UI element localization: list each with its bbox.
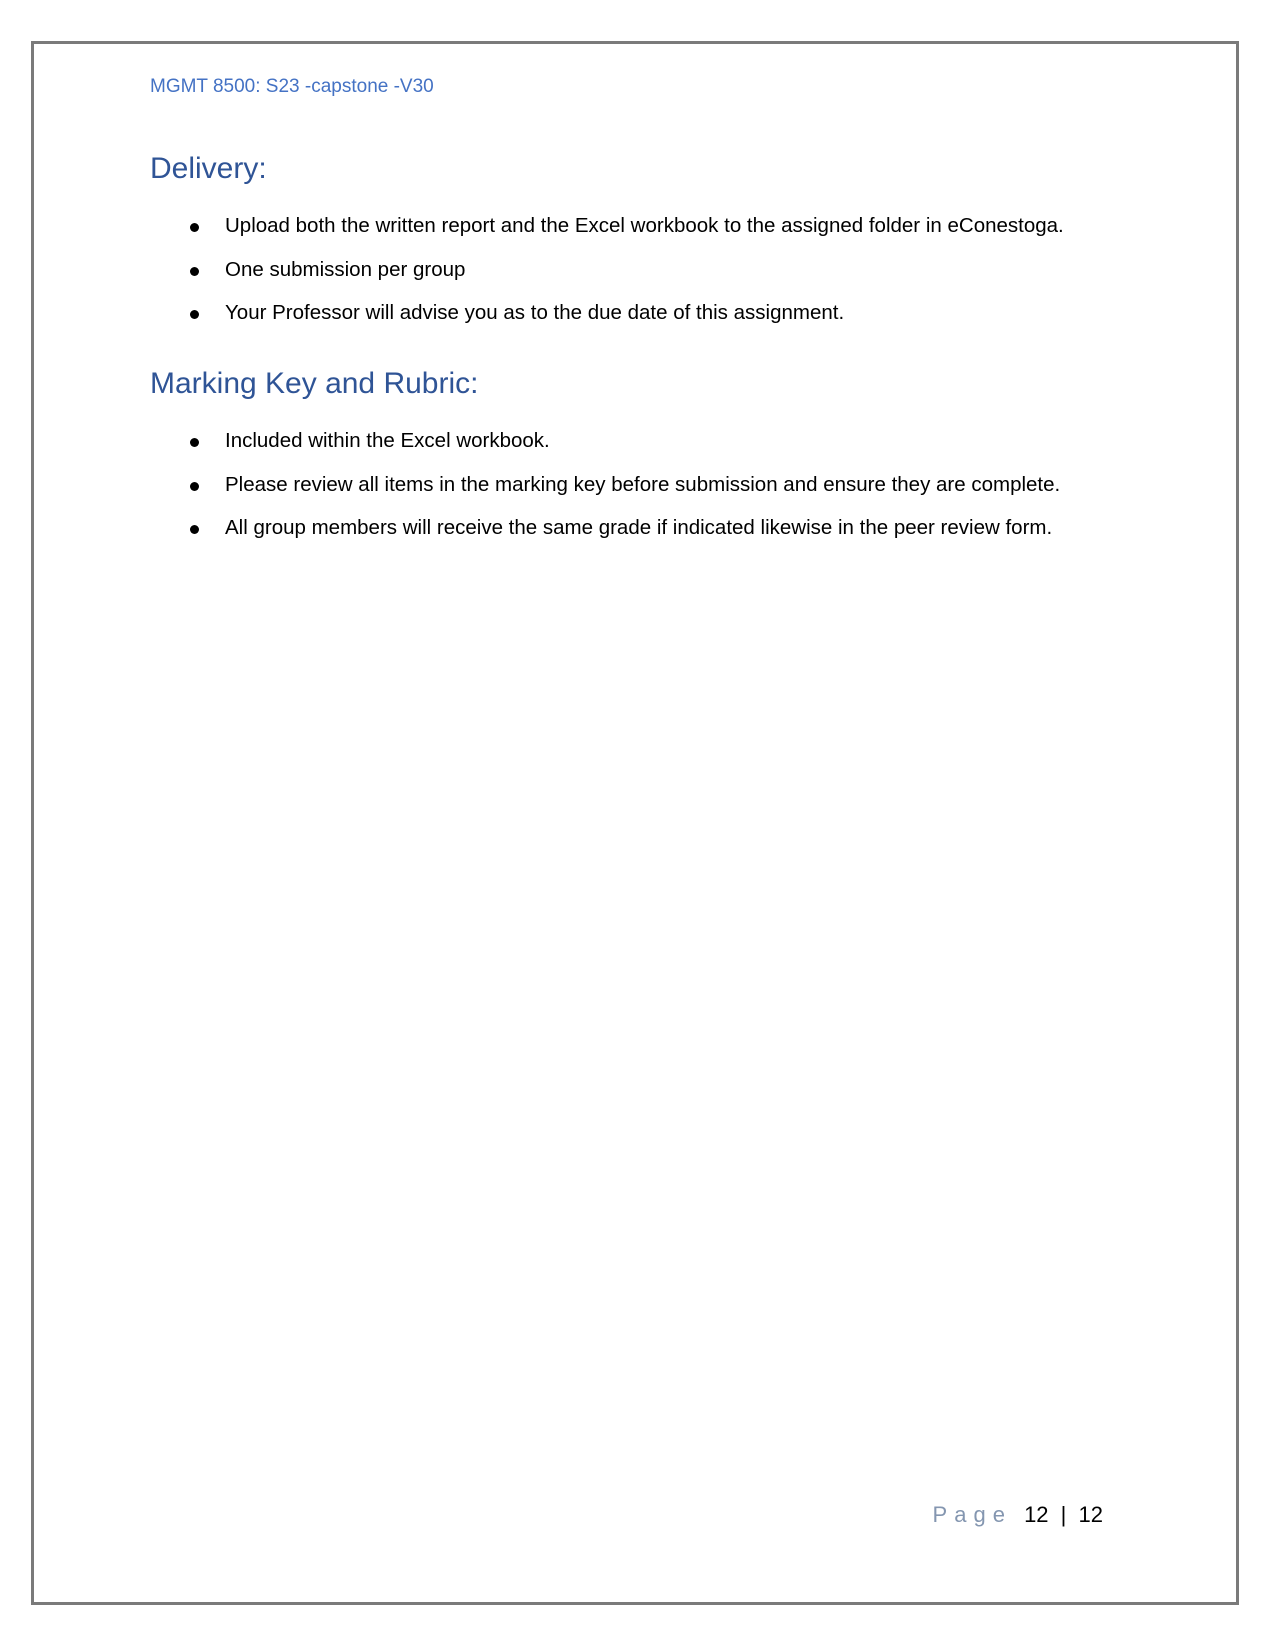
list-item-text: Included within the Excel workbook. — [225, 429, 550, 452]
list-item-text: Your Professor will advise you as to the due date of this assignment. — [225, 301, 845, 324]
bullet-icon — [190, 525, 199, 534]
page-label: Page — [932, 1502, 1012, 1527]
page-number: 12 — [1024, 1502, 1049, 1527]
list-item-text: All group members will receive the same grade if indicated likewise in the peer review form. — [225, 516, 1053, 539]
list-item-text: Please review all items in the marking key before submission and ensure they are complete. — [225, 472, 1061, 496]
bullet-icon — [190, 438, 199, 447]
page-total: 12 — [1078, 1502, 1103, 1527]
section-heading-delivery: Delivery: — [150, 152, 267, 185]
page-footer — [933, 1502, 1103, 1528]
list-item-text: One submission per group — [225, 257, 466, 281]
bullet-icon — [190, 310, 199, 319]
bullet-icon — [190, 482, 199, 491]
bullet-icon — [190, 267, 199, 276]
document-header: MGMT 8500: S23 -capstone -V30 — [150, 76, 434, 97]
page-separator: | — [1060, 1502, 1067, 1527]
page-border — [31, 41, 1239, 1605]
bullet-icon — [190, 223, 199, 232]
section-heading-marking-key: Marking Key and Rubric: — [150, 367, 479, 400]
list-item-text: Upload both the written report and the Excel workbook to the assigned folder in eConestoga. — [225, 214, 1064, 237]
